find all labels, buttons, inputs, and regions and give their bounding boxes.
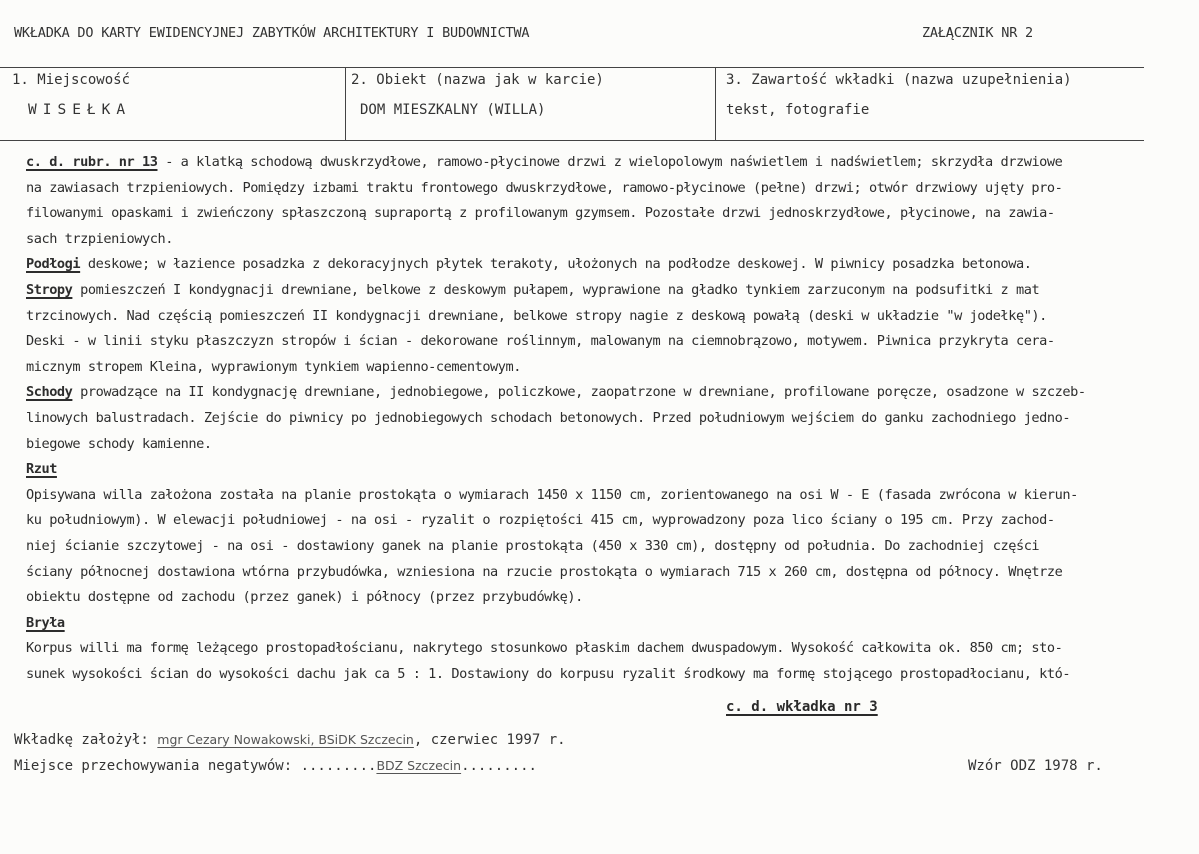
attachment-number: ZAŁĄCZNIK NR 2: [922, 25, 1033, 41]
author-date: , czerwiec 1997 r.: [413, 732, 566, 748]
form-title: WKŁADKA DO KARTY EWIDENCYJNEJ ZABYTKÓW ARCHITEKTURY I BUDOWNICTWA: [14, 25, 530, 41]
section-heading-continuation: c. d. rubr. nr 13: [26, 154, 158, 170]
section-heading-massing: Bryła: [26, 614, 65, 631]
text-line: [26, 150, 1186, 176]
author-value: mgr Cezary Nowakowski, BSiDK Szczecin: [157, 732, 414, 747]
negatives-value: BDZ Szczecin: [376, 758, 462, 773]
text-line: ku południowym). W elewacji południowej - na osi - ryzalit o rozpiętości 415 cm, wyprowadzony poza lico ściany o 195 cm. Przy zachod-: [26, 512, 1055, 529]
template-version: Wzór ODZ 1978 r.: [968, 758, 1103, 774]
text-line: Opisywana willa założona została na planie prostokąta o wymiarach 1450 x 1150 cm, zorientowanego na osi W - E (fasada zwrócona w kierun-: [26, 486, 1078, 503]
text-line: ściany północnej dostawiona wtórna przybudówka, wzniesiona na rzucie prostokąta o wymiarach 715 x 260 cm, dostępna od północy. Wnętrze: [26, 563, 1063, 580]
locality-label: 1. Miejscowość: [12, 72, 131, 88]
text-line: [26, 278, 1186, 304]
column-divider: [715, 67, 716, 140]
text-span: prowadzące na II kondygnację drewniane, jednobiegowe, policzkowe, zaopatrzone w drewniane, profilowane poręcze, osadzone w szczeb-: [72, 384, 1086, 401]
section-heading-floors: Podłogi: [26, 256, 81, 273]
section-heading-plan: Rzut: [26, 461, 57, 478]
author-line: [14, 732, 566, 748]
text-line: sach trzpieniowych.: [26, 230, 173, 247]
contents-label: 3. Zawartość wkładki (nazwa uzupełnienia): [726, 72, 1072, 88]
section-heading-ceilings: Stropy: [26, 281, 73, 298]
text-line: [26, 457, 1186, 483]
negatives-line: [14, 758, 537, 774]
text-line: biegowe schody kamienne.: [26, 435, 212, 452]
column-divider: [345, 67, 346, 140]
text-line: [26, 611, 1186, 637]
text-line: sunek wysokości ścian do wysokości dachu jak ca 5 : 1. Dostawiony do korpusu ryzalit środkowy ma formę stojącego prostopadłocianu, któ-: [26, 665, 1071, 682]
text-line: [26, 252, 1186, 278]
text-line: [26, 380, 1186, 406]
contents-value: tekst, fotografie: [726, 102, 870, 118]
text-line: obiektu dostępne od zachodu (przez ganek) i północy (przez przybudówkę).: [26, 589, 583, 606]
text-line: Deski - w linii styku płaszczyzn stropów i ścian - dekorowane roślinnym, malowanym na ciemnobrązowo, motywem. Piwnica przykryta cera-: [26, 333, 1055, 350]
text-line: trzcinowych. Nad częścią pomieszczeń II kondygnacji drewniane, belkowe stropy nagie z deskową powałą (deski w układzie "w jodełkę").: [26, 307, 1047, 324]
text-span: pomieszczeń I kondygnacji drewniane, belkowe z deskowym pułapem, wyprawione na gładko tynkiem zarzuconym na podsufitki z mat: [72, 281, 1040, 298]
locality-value: WISEŁKA: [28, 102, 132, 118]
section-heading-stairs: Schody: [26, 384, 73, 401]
text-line: linowych balustradach. Zejście do piwnicy po jednobiegowych schodach betonowych. Przed południowym wejściem do ganku zachodniego jedno-: [26, 409, 1071, 426]
author-label: Wkładkę założył:: [14, 732, 158, 748]
text-span: - a klatką schodową dwuskrzydłowe, ramowo-płycinowe drzwi z wielopolowym naświetlem i nadświetlem; skrzydła drzwiowe: [157, 154, 1063, 170]
negatives-dots: .........: [461, 758, 537, 774]
text-line: filowanymi opaskami i zwieńczony spłaszczoną supraportą z profilowanym gzymsem. Pozostałe drzwi jednoskrzydłowe, płycinowe, na zawia-: [26, 205, 1055, 222]
negatives-label: Miejsce przechowywania negatywów: .........: [14, 758, 377, 774]
text-line: micznym stropem Kleina, wyprawionym tynkiem wapienno-cementowym.: [26, 358, 521, 375]
object-value: DOM MIESZKALNY (WILLA): [360, 102, 546, 118]
text-line: na zawiasach trzpieniowych. Pomiędzy izbami traktu frontowego dwuskrzydłowe, ramowo-płycinowe (pełne) drzwi; otwór drzwiowy ujęty pro-: [26, 179, 1063, 196]
text-line: niej ścianie szczytowej - na osi - dostawiony ganek na planie prostokąta (450 x 330 cm), dostępny od południa. Do zachodniej części: [26, 537, 1040, 554]
table-top-rule: [0, 67, 1144, 68]
table-bottom-rule: [0, 140, 1144, 141]
description-text: [26, 150, 1186, 687]
text-span: deskowe; w łazience posadzka z dekoracyjnych płytek terakoty, ułożonych na podłodze deskowej. W piwnicy posadzka betonowa.: [80, 256, 1032, 273]
continuation-note: c. d. wkładka nr 3: [726, 699, 878, 715]
object-label: 2. Obiekt (nazwa jak w karcie): [351, 72, 604, 88]
text-line: Korpus willi ma formę leżącego prostopadłościanu, nakrytego stosunkowo płaskim dachem dwuspadowym. Wysokość całkowita ok. 850 cm; sto-: [26, 640, 1063, 657]
